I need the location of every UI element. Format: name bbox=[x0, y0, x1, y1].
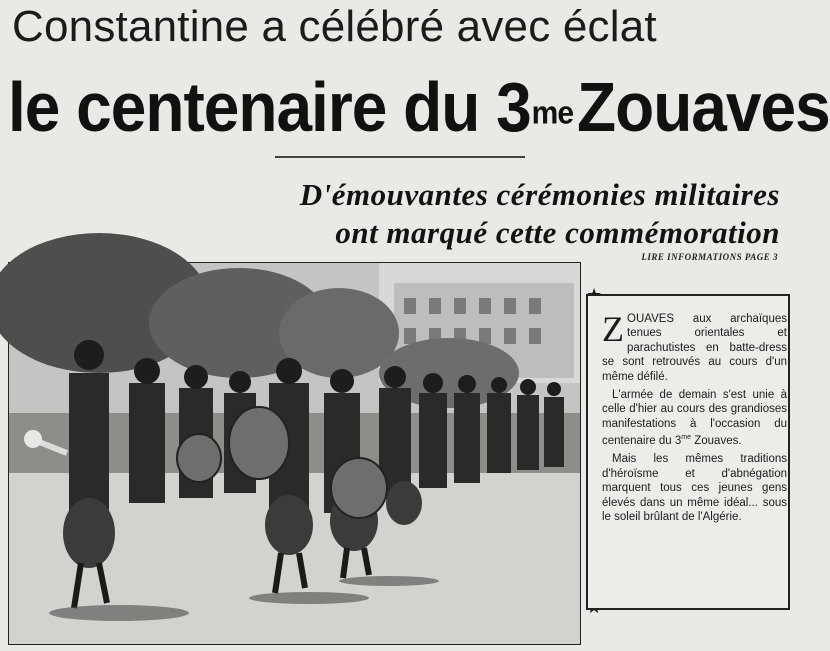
article-paragraph-1: ZOUAVES aux archaïques tenues orientales et parachutistes en batte-dress se sont retrouvés au cours d'un même défilé. bbox=[602, 309, 787, 383]
headline-part-2: Zouaves bbox=[577, 68, 830, 147]
article-body bbox=[602, 309, 787, 529]
subheadline-line-1: D'émouvantes cérémonies militaires bbox=[299, 177, 780, 212]
subheadline bbox=[80, 176, 780, 252]
article-paragraph-2: L'armée de demain s'est unie à celle d'hier au cours des grandioses manifestations à l'occasion du centenaire du $3^{me}$ Zouaves. bbox=[602, 389, 787, 448]
drop-cap: Z bbox=[602, 309, 624, 349]
headline-part-1: le centenaire du 3 bbox=[8, 68, 531, 147]
article-paragraph-3: Mais les mêmes traditions d'héroïsme et d'abnégation marquent tous ces jeunes gens élevés dans un même idéal... sous le soleil brûlant de l'Algérie. bbox=[602, 453, 787, 524]
kicker-headline: Constantine a célébré avec éclat bbox=[12, 2, 657, 51]
parade-photo-illustration bbox=[9, 263, 580, 644]
headline-superscript: me bbox=[531, 95, 574, 132]
main-headline bbox=[8, 62, 830, 153]
subheadline-line-2: ont marqué cette commémoration bbox=[335, 215, 780, 250]
headline-rule bbox=[275, 156, 525, 158]
parade-photo bbox=[8, 262, 581, 645]
see-also-reference: LIRE INFORMATIONS PAGE 3 bbox=[641, 252, 778, 262]
